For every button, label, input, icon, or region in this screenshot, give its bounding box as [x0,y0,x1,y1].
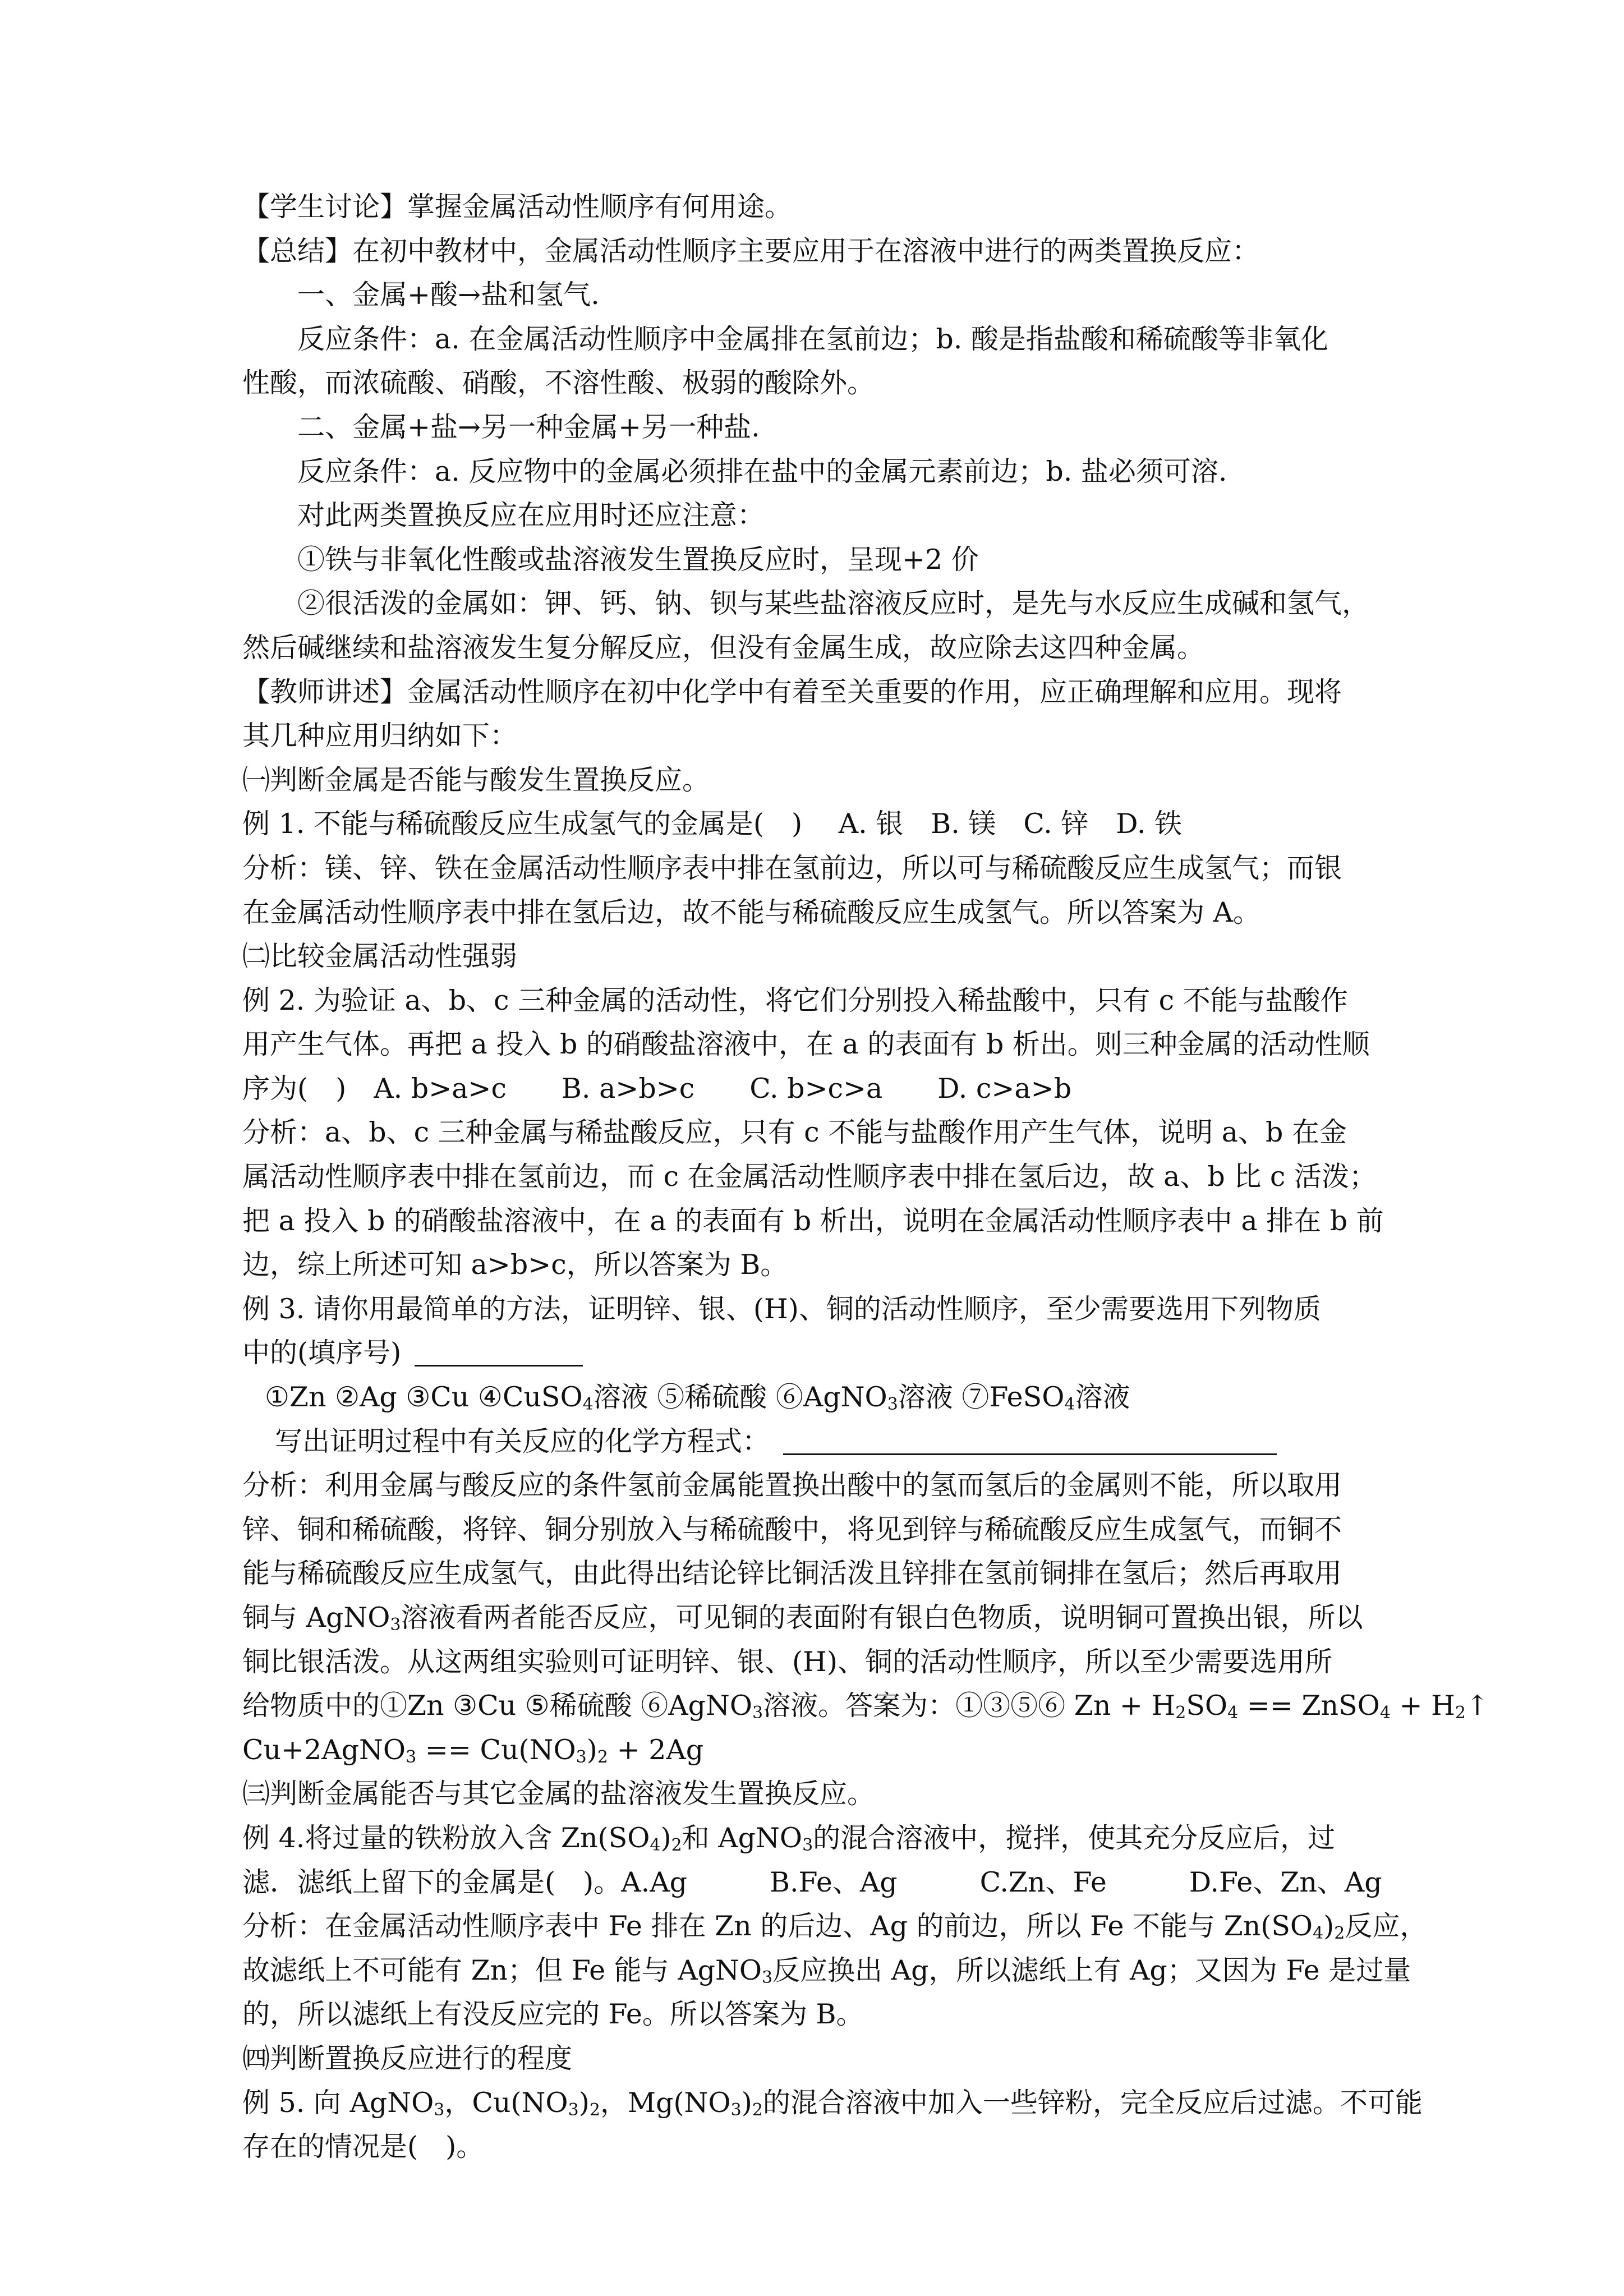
line-text: 的，所以滤纸上有没反应完的 Fe。所以答案为 B。 [242,1998,864,2031]
text-line [242,1375,1402,1420]
line-text: ㈠判断金属是否能与酸发生置换反应。 [242,763,710,796]
text-line [242,1287,1402,1332]
document-body [242,185,1489,2169]
text-line [242,1331,1402,1375]
line-text: ㈣判断置换反应进行的程度 [242,2042,573,2074]
answer-blank[interactable] [415,1339,583,1366]
text-line [242,538,1402,582]
line-text: 性酸，而浓硫酸、硝酸，不溶性酸、极弱的酸除外。 [242,367,875,399]
text-line [242,2125,1402,2169]
text-line [242,1111,1402,1155]
line-text: ②很活泼的金属如：钾、钙、钠、钡与某些盐溶液反应时，是先与水反应生成碱和氢气， [297,587,1370,620]
text-line [242,1728,1402,1773]
text-line [242,406,1402,450]
line-text: 能与稀硫酸反应生成氢气，由此得出结论锌比铜活泼且锌排在氢前铜排在氢后；然后再取用 [242,1557,1342,1590]
text-line [242,1596,1402,1640]
line-text: 其几种应用归纳如下： [242,720,518,752]
text-line [242,1640,1402,1685]
line-text: 分析：a、b、c 三种金属与稀盐酸反应，只有 c 不能与盐酸作用产生气体，说明 a、b 在金 [242,1116,1347,1149]
line-text: 一、金属+酸→盐和氢气. [297,279,600,311]
line-text: 边，综上所述可知 a>b>c，所以答案为 B。 [242,1249,788,1281]
line-text: 例 2. 为验证 a、b、c 三种金属的活动性，将它们分别投入稀盐酸中，只有 c 不能与盐酸作 [242,984,1348,1016]
text-line [242,1155,1402,1199]
line-text: 例 1. 不能与稀硫酸反应生成氢气的金属是( ) A. 银 B. 镁 C. 锌 D. 铁 [242,808,1182,840]
text-line [242,670,1402,715]
line-text: 铜与 AgNO$_3$溶液看两者能否反应，可见铜的表面附有银白色物质，说明铜可置换出银，所以 [242,1602,1363,1635]
text-line [242,758,1402,803]
text-line [242,1816,1402,1861]
line-text: 对此两类置换反应在应用时还应注意： [297,499,765,532]
text-line [242,891,1402,935]
line-text: 铜比银活泼。从这两组实验则可证明锌、银、(H)、铜的活动性顺序，所以至少需要选用所 [242,1645,1332,1678]
text-line [242,450,1402,494]
line-text: ①铁与非氧化性酸或盐溶液发生置换反应时，呈现+2 价 [297,543,979,576]
line-text: ㈢判断金属能否与其它金属的盐溶液发生置换反应。 [242,1778,875,1810]
line-text: 用产生气体。再把 a 投入 b 的硝酸盐溶液中，在 a 的表面有 b 析出。则三种金属的活动性顺 [242,1028,1370,1061]
line-text: 存在的情况是( )。 [242,2131,484,2163]
line-text: 分析：在金属活动性顺序表中 Fe 排在 Zn 的后边、Ag 的前边，所以 Fe 不能与 $Zn(SO_4)_2$反应， [242,1910,1428,1944]
text-line [242,979,1402,1023]
text-line [242,1684,1489,1728]
text-line [242,846,1402,891]
line-text: 反应条件：a. 反应物中的金属必须排在盐中的金属元素前边；b. 盐必须可溶. [297,455,1227,487]
text-line [242,318,1402,362]
line-text: 锌、铜和稀硫酸，将锌、铜分别放入与稀硫酸中，将见到锌与稀硫酸反应生成氢气，而铜不 [242,1513,1342,1545]
line-text: 在金属活动性顺序表中排在氢后边，故不能与稀硫酸反应生成氢气。所以答案为 A。 [242,896,1260,928]
line-text: 写出证明过程中有关反应的化学方程式： [275,1425,770,1457]
text-line [242,714,1402,758]
line-text: 中的(填序号) [242,1337,402,1369]
line-text: 滤．滤纸上留下的金属是( )。A.Ag B.Fe、Ag C.Zn、Fe D.Fe、Zn、Ag [242,1866,1382,1898]
text-line [242,1861,1402,1905]
text-line [242,1067,1402,1111]
line-text: 分析：利用金属与酸反应的条件氢前金属能置换出酸中的氢而氢后的金属则不能，所以取用 [242,1469,1342,1502]
text-line [242,582,1402,626]
line-text: Cu+2AgNO$_3$ == $Cu(NO_3)_2 + 2Ag$ [242,1733,704,1767]
line-text: 故滤纸上不可能有 Zn；但 Fe 能与 AgNO$_3$反应换出 Ag，所以滤纸上有 Ag；又因为 Fe 是过量 [242,1954,1411,1987]
line-text: ㈡比较金属活动性强弱 [242,940,518,973]
text-line [242,1464,1402,1508]
text-line [242,1199,1402,1244]
line-text: 【教师讲述】金属活动性顺序在初中化学中有着至关重要的作用，应正确理解和应用。现将 [242,675,1342,708]
text-line [242,361,1402,406]
line-text: 【总结】在初中教材中，金属活动性顺序主要应用于在溶液中进行的两类置换反应： [242,234,1260,267]
text-line [242,626,1402,670]
text-line [242,1552,1402,1596]
line-text: ①Zn ②Ag ③Cu ④CuSO$_4$溶液 ⑤稀硫酸 ⑥AgNO$_3$溶液 ⑦FeSO$_4$溶液 [265,1381,1130,1415]
line-text: 给物质中的①Zn ③Cu ⑤稀硫酸 ⑥AgNO$_3$溶液。答案为：①③⑤⑥ $Zn + H_2SO_4$ == ZnSO$_4$ + $H_2↑$ [242,1690,1489,1723]
text-line [242,802,1402,846]
text-line [242,1949,1411,1993]
line-text: 序为( ) A. b>a>c B. a>b>c C. b>c>a D. c>a>b [242,1072,1072,1105]
text-line [242,273,1402,318]
line-text: 二、金属+盐→另一种金属+另一种盐. [297,411,760,443]
text-line [242,1772,1402,1816]
text-line [242,2081,1423,2125]
line-text: 反应条件：a. 在金属活动性顺序中金属排在氢前边；b. 酸是指盐酸和稀硫酸等非氧化 [297,323,1328,355]
line-text: 把 a 投入 b 的硝酸盐溶液中，在 a 的表面有 b 析出，说明在金属活动性顺序表中 a 排在 b 前 [242,1204,1384,1237]
text-line [242,494,1402,538]
text-line [242,2037,1402,2081]
answer-blank[interactable] [783,1428,1277,1455]
text-line [242,229,1402,274]
line-text: 属活动性顺序表中排在氢前边，而 c 在金属活动性顺序表中排在氢后边，故 a、b 比 c 活泼； [242,1161,1377,1193]
line-text: 【学生讨论】掌握金属活动性顺序有何用途。 [242,191,793,223]
text-line [242,1508,1402,1552]
line-text: 例 5. 向 AgNO$_3$，$Cu(NO_3)_2$，$Mg(NO_3)_2$的混合溶液中加入一些锌粉，完全反应后过滤。不可能 [242,2086,1423,2120]
text-line [242,1904,1428,1949]
text-line [242,1243,1402,1287]
text-line [242,1420,1402,1464]
line-text: 例 4.将过量的铁粉放入含 $Zn(SO_4)_2$和 AgNO$_3$的混合溶液中，搅拌，使其充分反应后，过 [242,1821,1336,1855]
text-line [242,185,1402,229]
line-text: 例 3. 请你用最简单的方法，证明锌、银、(H)、铜的活动性顺序，至少需要选用下列物质 [242,1292,1321,1325]
text-line [242,935,1402,979]
text-line [242,1993,1402,2037]
line-text: 分析：镁、锌、铁在金属活动性顺序表中排在氢前边，所以可与稀硫酸反应生成氢气；而银 [242,852,1342,884]
line-text: 然后碱继续和盐溶液发生复分解反应，但没有金属生成，故应除去这四种金属。 [242,631,1205,664]
text-line [242,1023,1402,1067]
